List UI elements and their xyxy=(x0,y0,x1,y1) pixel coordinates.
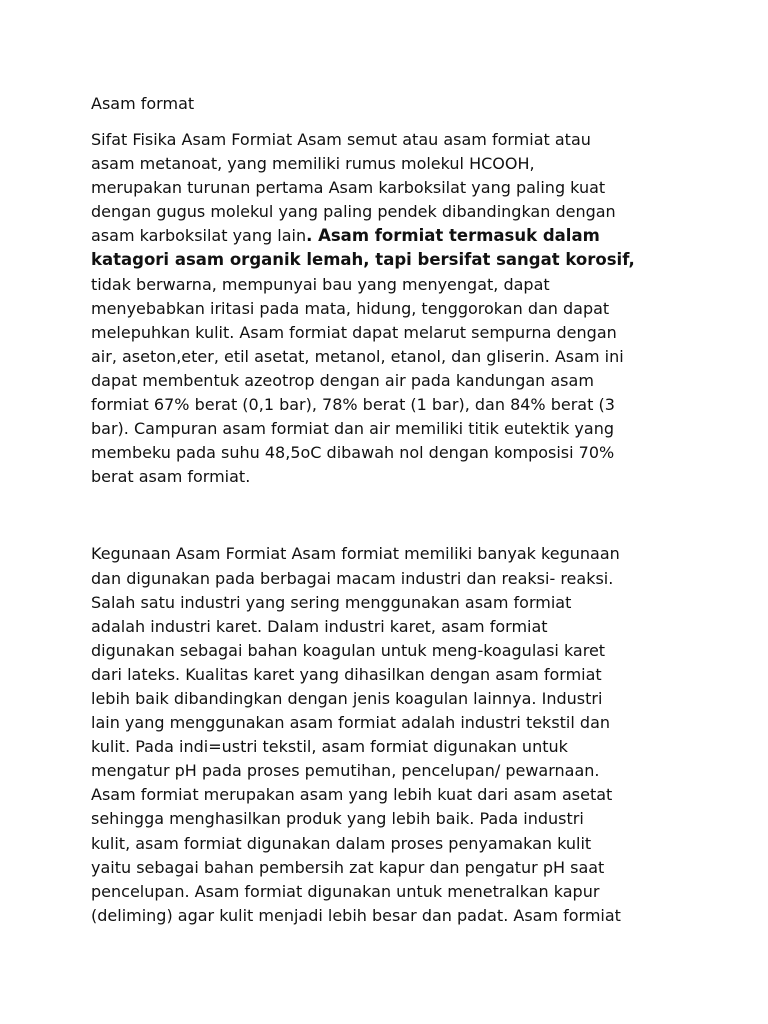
paragraph-line: kulit, asam formiat digunakan dalam proses penyamakan kulit xyxy=(91,833,592,853)
paragraph-line: dan digunakan pada berbagai macam industri dan reaksi- reaksi. xyxy=(91,568,614,588)
paragraph-line: adalah industri karet. Dalam industri karet, asam formiat xyxy=(91,616,548,636)
paragraph-line: berat asam formiat. xyxy=(91,467,251,487)
paragraph-uses xyxy=(91,542,691,928)
paragraph-line: Sifat Fisika Asam Formiat Asam semut atau asam formiat atau xyxy=(91,130,591,149)
paragraph-line: tidak berwarna, mempunyai bau yang menyengat, dapat xyxy=(91,274,550,294)
paragraph-line: air, aseton,eter, etil asetat, metanol, etanol, dan gliserin. Asam ini xyxy=(91,346,624,366)
document-page xyxy=(91,92,691,928)
paragraph-line: membeku pada suhu 48,5oC dibawah nol dengan komposisi 70% xyxy=(91,443,615,463)
paragraph-line: pencelupan. Asam formiat digunakan untuk menetralkan kapur xyxy=(91,881,600,901)
paragraph-line: Kegunaan Asam Formiat Asam formiat memiliki banyak kegunaan xyxy=(91,544,620,564)
paragraph-line: asam karboksilat yang lain. Asam formiat termasuk dalam xyxy=(91,226,600,246)
paragraph-line: yaitu sebagai bahan pembersih zat kapur dan pengatur pH saat xyxy=(91,857,605,877)
paragraph-line: digunakan sebagai bahan koagulan untuk meng-koagulasi karet xyxy=(91,640,606,660)
paragraph-line: Salah satu industri yang sering menggunakan asam formiat xyxy=(91,592,572,612)
paragraph-line: (deliming) agar kulit menjadi lebih besar dan padat. Asam formiat xyxy=(91,905,621,925)
paragraph-line: mengatur pH pada proses pemutihan, pencelupan/ pewarnaan. xyxy=(91,761,600,781)
bold-text: katagori asam organik lemah, tapi bersifat sangat korosif, xyxy=(91,250,635,270)
paragraph-line: dari lateks. Kualitas karet yang dihasilkan dengan asam formiat xyxy=(91,664,602,684)
document-title: Asam format xyxy=(91,94,195,113)
paragraph-line: kulit. Pada indi=ustri tekstil, asam formiat digunakan untuk xyxy=(91,737,568,757)
paragraph-line: formiat 67% berat (0,1 bar), 78% berat (1 bar), dan 84% berat (3 xyxy=(91,395,615,415)
paragraph-line: asam metanoat, yang memiliki rumus molekul HCOOH, xyxy=(91,154,535,174)
paragraph-line: Asam formiat merupakan asam yang lebih kuat dari asam asetat xyxy=(91,785,613,805)
paragraph-line: lebih baik dibandingkan dengan jenis koagulan lainnya. Industri xyxy=(91,688,603,708)
paragraph-line: bar). Campuran asam formiat dan air memiliki titik eutektik yang xyxy=(91,419,614,439)
paragraph-line: lain yang menggunakan asam formiat adalah industri tekstil dan xyxy=(91,713,611,733)
paragraph-line xyxy=(91,248,691,272)
paragraph-physical-properties xyxy=(91,128,691,489)
paragraph-line: dengan gugus molekul yang paling pendek dibandingkan dengan xyxy=(91,202,616,222)
paragraph-line: sehingga menghasilkan produk yang lebih baik. Pada industri xyxy=(91,809,584,829)
bold-text: . Asam formiat termasuk dalam xyxy=(306,226,600,246)
paragraph-line: menyebabkan iritasi pada mata, hidung, tenggorokan dan dapat xyxy=(91,298,610,318)
paragraph-line: melepuhkan kulit. Asam formiat dapat melarut sempurna dengan xyxy=(91,322,617,342)
paragraph-line: dapat membentuk azeotrop dengan air pada kandungan asam xyxy=(91,370,594,390)
paragraph-line: merupakan turunan pertama Asam karboksilat yang paling kuat xyxy=(91,178,606,198)
